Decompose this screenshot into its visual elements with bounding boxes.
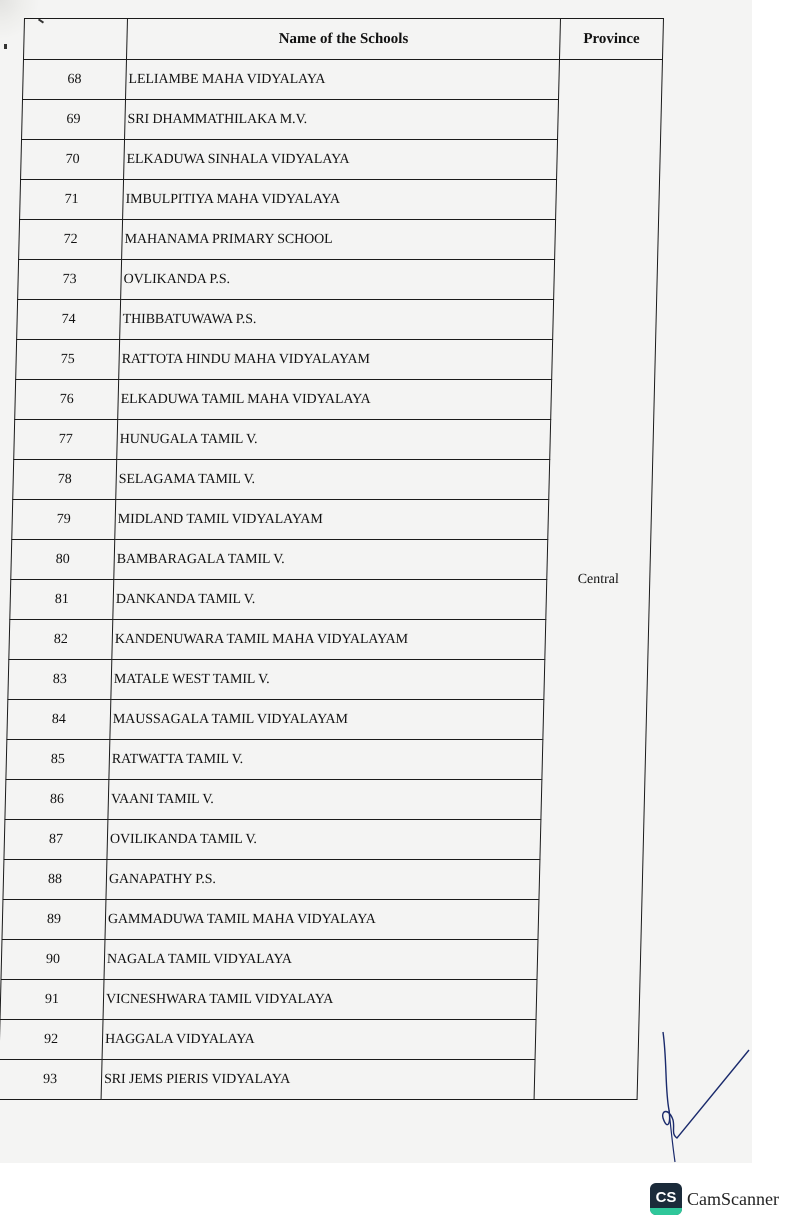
row-number: 77 bbox=[14, 420, 118, 460]
row-number: 69 bbox=[22, 100, 126, 140]
school-name: MAUSSAGALA TAMIL VIDYALAYAM bbox=[110, 700, 544, 740]
header-number bbox=[23, 19, 127, 60]
row-number: 73 bbox=[18, 260, 122, 300]
school-name: RATTOTA HINDU MAHA VIDYALAYAM bbox=[119, 340, 553, 380]
row-number: 79 bbox=[12, 500, 116, 540]
header-name: Name of the Schools bbox=[126, 19, 560, 60]
province-cell: Central bbox=[534, 60, 662, 1100]
table-row bbox=[23, 60, 663, 100]
school-name: VAANI TAMIL V. bbox=[108, 780, 542, 820]
school-name: MIDLAND TAMIL VIDYALAYAM bbox=[115, 500, 549, 540]
school-name: MATALE WEST TAMIL V. bbox=[111, 660, 545, 700]
stray-mark bbox=[4, 44, 7, 49]
camscanner-watermark bbox=[650, 1183, 779, 1215]
school-name: ELKADUWA SINHALA VIDYALAYA bbox=[124, 140, 558, 180]
school-name: OVLIKANDA P.S. bbox=[121, 260, 555, 300]
signature bbox=[655, 1030, 755, 1165]
row-number: 87 bbox=[4, 820, 108, 860]
row-number: 76 bbox=[15, 380, 119, 420]
school-name: HUNUGALA TAMIL V. bbox=[117, 420, 551, 460]
row-number: 88 bbox=[3, 860, 107, 900]
school-name: RATWATTA TAMIL V. bbox=[109, 740, 543, 780]
row-number: 90 bbox=[1, 940, 105, 980]
row-number: 80 bbox=[11, 540, 115, 580]
school-name: OVILIKANDA TAMIL V. bbox=[107, 820, 541, 860]
row-number: 84 bbox=[7, 700, 111, 740]
row-number: 74 bbox=[17, 300, 121, 340]
school-name: NAGALA TAMIL VIDYALAYA bbox=[104, 940, 538, 980]
school-name: GANAPATHY P.S. bbox=[106, 860, 540, 900]
row-number: 83 bbox=[8, 660, 112, 700]
camscanner-logo-icon: CS bbox=[650, 1183, 682, 1215]
school-name: GAMMADUWA TAMIL MAHA VIDYALAYA bbox=[105, 900, 539, 940]
school-name: VICNESHWARA TAMIL VIDYALAYA bbox=[103, 980, 537, 1020]
row-number: 92 bbox=[0, 1020, 103, 1060]
school-name: MAHANAMA PRIMARY SCHOOL bbox=[122, 220, 556, 260]
school-name: KANDENUWARA TAMIL MAHA VIDYALAYAM bbox=[112, 620, 546, 660]
row-number: 91 bbox=[0, 980, 104, 1020]
school-name: IMBULPITIYA MAHA VIDYALAYA bbox=[123, 180, 557, 220]
table-header-row bbox=[23, 19, 663, 60]
row-number: 70 bbox=[21, 140, 125, 180]
school-name: SRI DHAMMATHILAKA M.V. bbox=[125, 100, 559, 140]
school-name: SRI JEMS PIERIS VIDYALAYA bbox=[101, 1060, 535, 1100]
header-province: Province bbox=[559, 19, 663, 60]
row-number: 75 bbox=[16, 340, 120, 380]
school-name: DANKANDA TAMIL V. bbox=[113, 580, 547, 620]
row-number: 86 bbox=[5, 780, 109, 820]
row-number: 78 bbox=[13, 460, 117, 500]
school-name: ELKADUWA TAMIL MAHA VIDYALAYA bbox=[118, 380, 552, 420]
schools-table bbox=[0, 18, 664, 1100]
school-name: HAGGALA VIDYALAYA bbox=[102, 1020, 536, 1060]
row-number: 93 bbox=[0, 1060, 102, 1100]
row-number: 82 bbox=[9, 620, 113, 660]
school-name: THIBBATUWAWA P.S. bbox=[120, 300, 554, 340]
row-number: 85 bbox=[6, 740, 110, 780]
row-number: 89 bbox=[2, 900, 106, 940]
school-name: BAMBARAGALA TAMIL V. bbox=[114, 540, 548, 580]
row-number: 81 bbox=[10, 580, 114, 620]
camscanner-label: CamScanner bbox=[687, 1188, 779, 1209]
row-number: 68 bbox=[23, 60, 127, 100]
row-number: 71 bbox=[20, 180, 124, 220]
row-number: 72 bbox=[19, 220, 123, 260]
school-name: SELAGAMA TAMIL V. bbox=[116, 460, 550, 500]
school-name: LELIAMBE MAHA VIDYALAYA bbox=[126, 60, 560, 100]
